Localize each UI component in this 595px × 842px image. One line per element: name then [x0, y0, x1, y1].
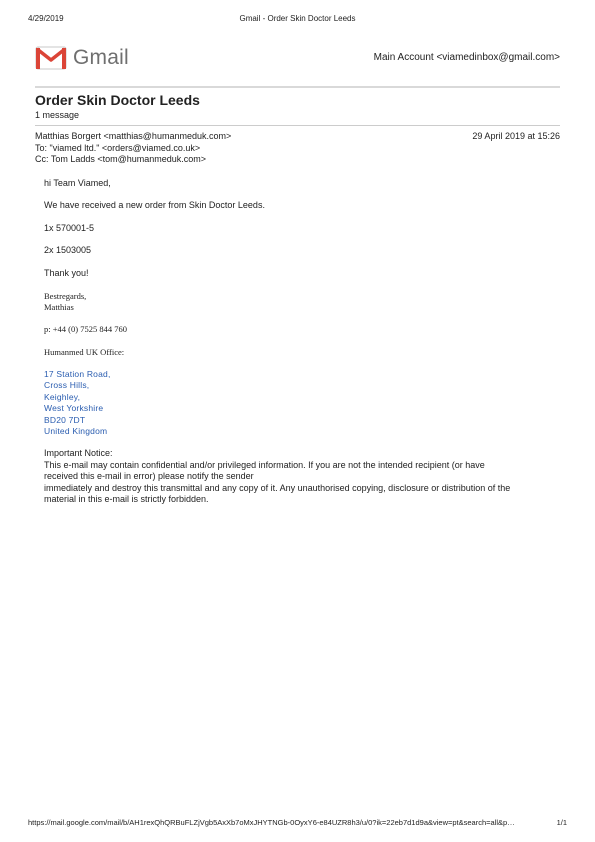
message-count: 1 message [35, 110, 80, 120]
header-divider [35, 86, 560, 88]
address-line[interactable]: West Yorkshire [44, 403, 104, 413]
gmail-logo[interactable] [35, 45, 129, 71]
recipient-to[interactable]: To: "viamed ltd." <orders@viamed.co.uk> [35, 143, 201, 153]
account-label: Main Account <viamedinbox@gmail.com> [373, 52, 560, 63]
gmail-envelope-icon [35, 46, 67, 70]
address-line[interactable]: Keighley, [44, 392, 81, 402]
address-line[interactable]: United Kingdom [44, 426, 108, 436]
address-line[interactable]: 17 Station Road, [44, 369, 111, 379]
body-line: We have received a new order from Skin Doctor Leeds. [44, 200, 265, 210]
recipient-cc[interactable]: Cc: Tom Ladds <tom@humanmeduk.com> [35, 154, 207, 164]
phone-number: p: +44 (0) 7525 844 760 [44, 324, 127, 334]
notice-line: received this e-mail in error) please notify the sender [44, 471, 254, 481]
order-item: 2x 1503005 [44, 245, 92, 255]
notice-line: This e-mail may contain confidential and/or privileged information. If you are not the intended recipient (or have [44, 459, 485, 470]
sender[interactable]: Matthias Borgert <matthias@humanmeduk.com> [35, 131, 232, 141]
office-label: Humanmed UK Office: [44, 347, 125, 357]
footer-url[interactable]: https://mail.google.com/mail/b/AH1rexQhQRBuFLZjVgb5AxXb7oMxJHYTNGb-0OyxY6-e84UZR8h3/u/0?ik=22eb7d1d9a&view=pt&search=all&p… [28, 818, 515, 827]
gmail-wordmark: Gmail [73, 46, 129, 69]
signature-name: Matthias [44, 302, 74, 312]
thread-subject: Order Skin Doctor Leeds [35, 92, 200, 108]
greeting: hi Team Viamed, [44, 178, 111, 188]
address-line[interactable]: Cross Hills, [44, 380, 90, 390]
legal-notice [44, 448, 554, 506]
notice-line: material in this e-mail is strictly forbidden. [44, 494, 209, 504]
thanks-line: Thank you! [44, 268, 89, 278]
notice-line: immediately and destroy this transmittal and any copy of it. Any unauthorised copying, disclosure or distribution of the [44, 482, 511, 493]
page-number: 1/1 [556, 818, 567, 827]
message-date: 29 April 2019 at 15:26 [472, 131, 560, 141]
signoff: Bestregards, [44, 291, 87, 301]
print-title: Gmail - Order Skin Doctor Leeds [239, 14, 356, 23]
print-date: 4/29/2019 [28, 14, 64, 23]
message-divider [35, 125, 560, 126]
order-item: 1x 570001-5 [44, 223, 95, 233]
notice-title: Important Notice: [44, 448, 113, 458]
address-line[interactable]: BD20 7DT [44, 415, 86, 425]
